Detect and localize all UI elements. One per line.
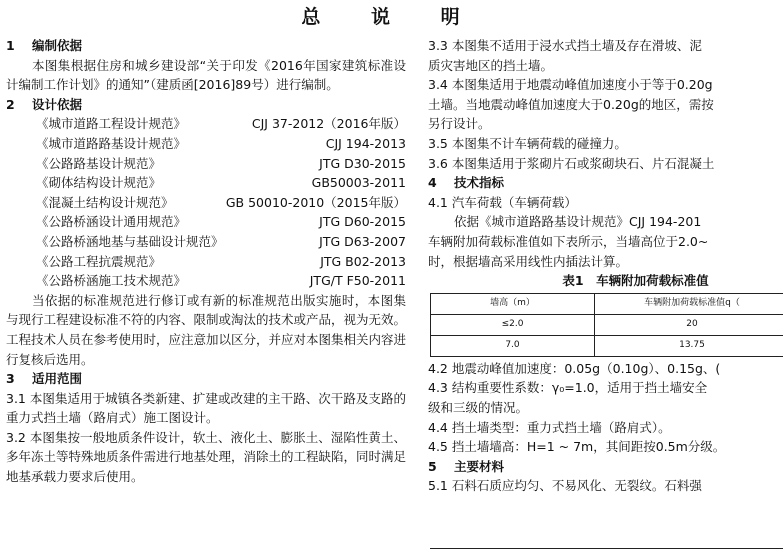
table-header: 车辆附加荷载标准值q（ <box>595 293 783 314</box>
clause-4-1-end: 时，根据墙高采用线性内插法计算。 <box>428 253 629 269</box>
clause-4-4: 4.4 挡土墙类型：重力式挡土墙（路肩式）。 <box>428 419 671 435</box>
section-1-heading: 1 编制依据 <box>6 38 83 53</box>
vehicle-load-table <box>430 293 783 357</box>
clause-4-2: 4.2 地震动峰值加速度：0.05g（0.10g）、0.15g、( <box>428 360 721 376</box>
reference-item: 《城市道路工程设计规范》 CJJ 37-2012（2016年版） <box>36 116 406 132</box>
reference-item: 《公路工程抗震规范》 JTG B02-2013 <box>36 253 406 269</box>
clause-3-1: 3.1 本图集适用于城镇各类新建、扩建或改建的主干路、次干路及支路的重力式挡土墙（路肩式）施工图设计。 <box>6 390 406 426</box>
reference-item: 《混凝土结构设计规范》 GB 50010-2010（2015年版） <box>36 194 406 210</box>
clause-4-5: 4.5 挡土墙墙高：H=1 ~ 7m，其间距按0.5m分级。 <box>428 439 726 455</box>
table-row <box>431 335 783 356</box>
clause-3-2: 3.2 本图集按一般地质条件设计，软土、液化土、膨胀土、湿陷性黄土、多年冻土等特殊地质条件需进行地基处理，消除土的工程缺陷，同时满足地基承载力要求后使用。 <box>6 429 407 485</box>
reference-item: 《公路桥涵施工技术规范》 JTG/T F50-2011 <box>36 273 406 289</box>
section-4-heading: 4 技术指标 <box>428 175 505 191</box>
clause-3-6: 3.6 本图集适用于浆砌片石或浆砌块石、片石混凝土 <box>428 155 715 171</box>
reference-item: 《城市道路路基设计规范》 CJJ 194-2013 <box>36 135 406 151</box>
reference-item: 《公路路基设计规范》 JTG D30-2015 <box>36 155 406 171</box>
clause-4-3: 4.3 结构重要性系数：γ₀=1.0，适用于挡土墙安全 <box>428 380 708 396</box>
clause-4-3-cont: 级和三级的情况。 <box>428 399 529 415</box>
left-column <box>6 36 406 487</box>
table-cell: 13.75 <box>595 335 783 356</box>
table-cell: 20 <box>595 314 783 335</box>
table-top-border <box>430 548 783 549</box>
clause-3-3-cont: 质灾害地区的挡土墙。 <box>428 57 554 73</box>
page-title: 总 说 明 <box>301 6 482 28</box>
section-2-paragraph: 当依据的标准规范进行修订或有新的标准规范出版实施时，本图集与现行工程建设标准不符的内容、限制或淘汰的技术或产品，视为无效。工程技术人员在参考使用时，应注意加以区分，并应对本图集相关内容进行复核后选用。 <box>6 292 407 367</box>
section-1-paragraph: 本图集根据住房和城乡建设部“关于印发《2016年国家建筑标准设计编制工作计划》的通知”（建质函[2016]89号）进行编制。 <box>6 57 406 93</box>
clause-3-5: 3.5 本图集不计车辆荷载的碰撞力。 <box>428 135 627 151</box>
reference-item: 《砌体结构设计规范》 GB50003-2011 <box>36 175 406 191</box>
clause-3-3: 3.3 本图集不适用于浸水式挡土墙及存在滑坡、泥 <box>428 38 702 53</box>
clause-5-1: 5.1 石料石质应均匀、不易风化、无裂纹。石料强 <box>428 478 702 494</box>
reference-item: 《公路桥涵设计通用规范》 JTG D60-2015 <box>36 214 406 230</box>
reference-list <box>6 114 406 290</box>
table-row <box>431 314 783 335</box>
right-column <box>428 36 783 496</box>
table-header: 墙高（m） <box>431 293 595 314</box>
clause-3-4-cont: 土墙。当地震动峰值加速度大于0.20g的地区，需按 <box>428 96 714 112</box>
clause-4-1: 4.1 汽车荷载（车辆荷载） <box>428 194 577 210</box>
table-caption: 表1 车辆附加荷载标准值 <box>562 273 709 289</box>
clause-4-1-text: 依据《城市道路路基设计规范》CJJ 194-201 <box>454 214 702 230</box>
table-cell: 7.0 <box>431 335 595 356</box>
table-cell: ≤2.0 <box>431 314 595 335</box>
section-3-heading: 3 适用范围 <box>6 371 83 387</box>
clause-3-4-end: 另行设计。 <box>428 116 491 132</box>
clause-4-1-cont: 车辆附加荷载标准值如下表所示，当墙高位于2.0~ <box>428 233 709 249</box>
reference-item: 《公路桥涵地基与基础设计规范》 JTG D63-2007 <box>36 233 406 249</box>
section-2-heading: 2 设计依据 <box>6 96 83 112</box>
section-5-heading: 5 主要材料 <box>428 458 505 474</box>
clause-3-4: 3.4 本图集适用于地震动峰值加速度小于等于0.20g <box>428 77 713 93</box>
table-header-row <box>431 293 783 314</box>
